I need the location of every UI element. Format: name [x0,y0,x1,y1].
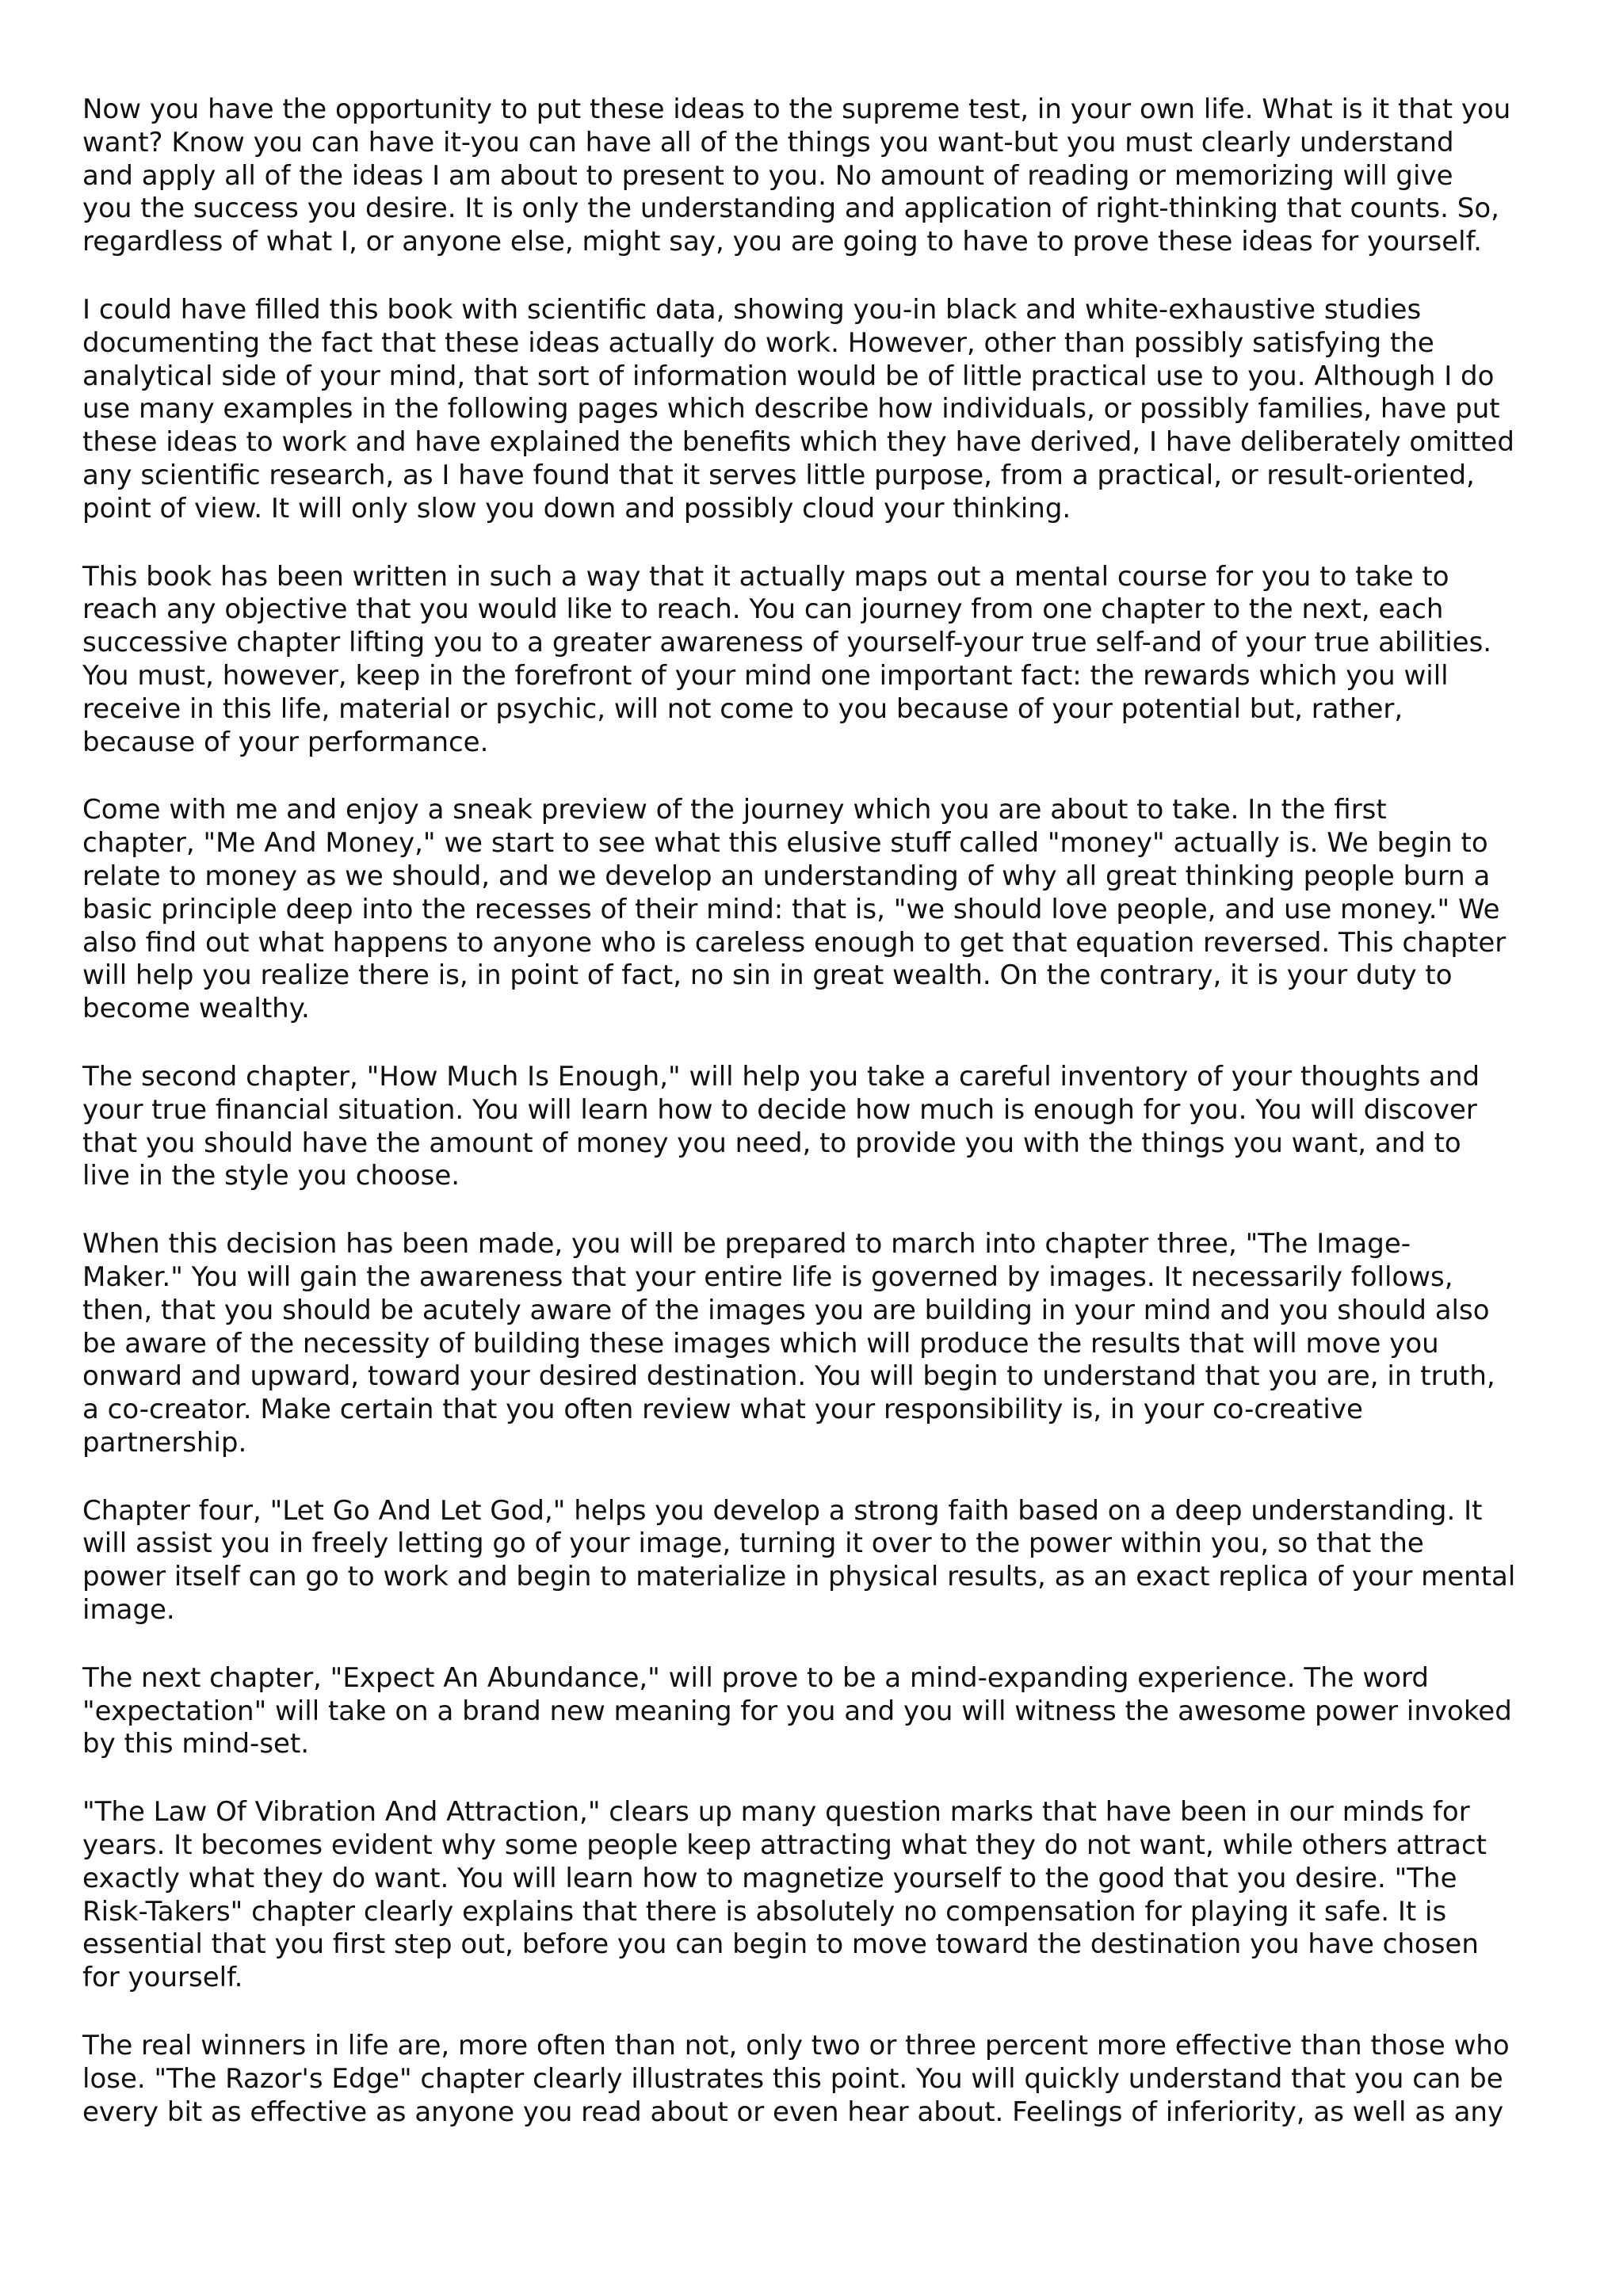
paragraph-how-much-is-enough: The second chapter, "How Much Is Enough," will help you take a careful inventory of your thoughts and your true financial situation. You will learn how to decide how much is enough for you. You will discover that you should have the amount of money you need, to provide you with the things you want, and to live in the style you choose. [82,1060,1480,1192]
paragraph-razors-edge: The real winners in life are, more often than not, only two or three percent more effective than those who lose. "The Razor's Edge" chapter clearly illustrates this point. You will quickly understand that you can be every bit as effective as anyone you read about or even hear about. Feelings of inferiority, as well as any [82,2030,1510,2128]
paragraph-image-maker: When this decision has been made, you will be prepared to march into chapter three, "The Image- Maker." You will gain the awareness that your entire life is governed by images. It necessarily follows, then, that you should be acutely aware of the images you are building in your mind and you should also be aware of the necessity of building these images which will produce the results that will move you onward and upward, toward your desired destination. You will begin to understand that you are, in truth, a co-creator. Make certain that you often review what your responsibility is, in your co-creative partnership. [82,1228,1495,1459]
paragraph-expect-abundance: The next chapter, "Expect An Abundance," will prove to be a mind-expanding experience. The word "expectation" will take on a brand new meaning for you and you will witness the awesome power invoked by this mind-set. [82,1661,1512,1760]
paragraph-scientific-data: I could have filled this book with scientific data, showing you-in black and white-exhaustive studies documenting the fact that these ideas actually do work. However, other than possibly satisfying the analytical side of your mind, that sort of information would be of little practical use to you. Although I do use many examples in the following pages which describe how individuals, or possibly families, have put these ideas to work and have explained the benefits which they have derived, I have deliberately omitted any scientific research, as I have found that it serves little purpose, from a practical, or result-oriented, point of view. It will only slow you down and possibly cloud your thinking. [82,293,1514,524]
paragraph-vibration-attraction: "The Law Of Vibration And Attraction," clears up many question marks that have been in our minds for years. It becomes evident why some people keep attracting what they do not want, while others attract exactly what they do want. You will learn how to magnetize yourself to the good that you desire. "The Risk-Takers" chapter clearly explains that there is absolutely no compensation for playing it safe. It is essential that you first step out, before you can begin to move toward the destination you have chosen for yourself. [82,1796,1487,1994]
paragraph-mental-course: This book has been written in such a way that it actually maps out a mental course for you to take to reach any objective that you would like to reach. You can journey from one chapter to the next, each successive chapter lifting you to a greater awareness of yourself-your true self-and of your true abilities. You must, however, keep in the forefront of your mind one important fact: the rewards which you will receive in this life, material or psychic, will not come to you because of your potential but, rather, because of your performance. [82,560,1492,758]
paragraph-me-and-money: Come with me and enjoy a sneak preview of the journey which you are about to take. In the first chapter, "Me And Money," we start to see what this elusive stuff called "money" actually is. We begin to relate to money as we should, and we develop an understanding of why all great thinking people burn a basic principle deep into the recesses of their mind: that is, "we should love people, and use money." We also find out what happens to anyone who is careless enough to get that equation reversed. This chapter will help you realize there is, in point of fact, no sin in great wealth. On the contrary, it is your duty to become wealthy. [82,794,1507,1025]
document-page [82,93,1556,2164]
paragraph-let-go: Chapter four, "Let Go And Let God," helps you develop a strong faith based on a deep understanding. It will assist you in freely letting go of your image, turning it over to the power within you, so that the power itself can go to work and begin to materialize in physical results, as an exact replica of your mental image. [82,1494,1516,1627]
paragraph-supreme-test: Now you have the opportunity to put these ideas to the supreme test, in your own life. What is it that you want? Know you can have it-you can have all of the things you want-but you must clearly understand and apply all of the ideas I am about to present to you. No amount of reading or memorizing will give you the success you desire. It is only the understanding and application of right-thinking that counts. So, regardless of what I, or anyone else, might say, you are going to have to prove these ideas for yourself. [82,93,1511,258]
